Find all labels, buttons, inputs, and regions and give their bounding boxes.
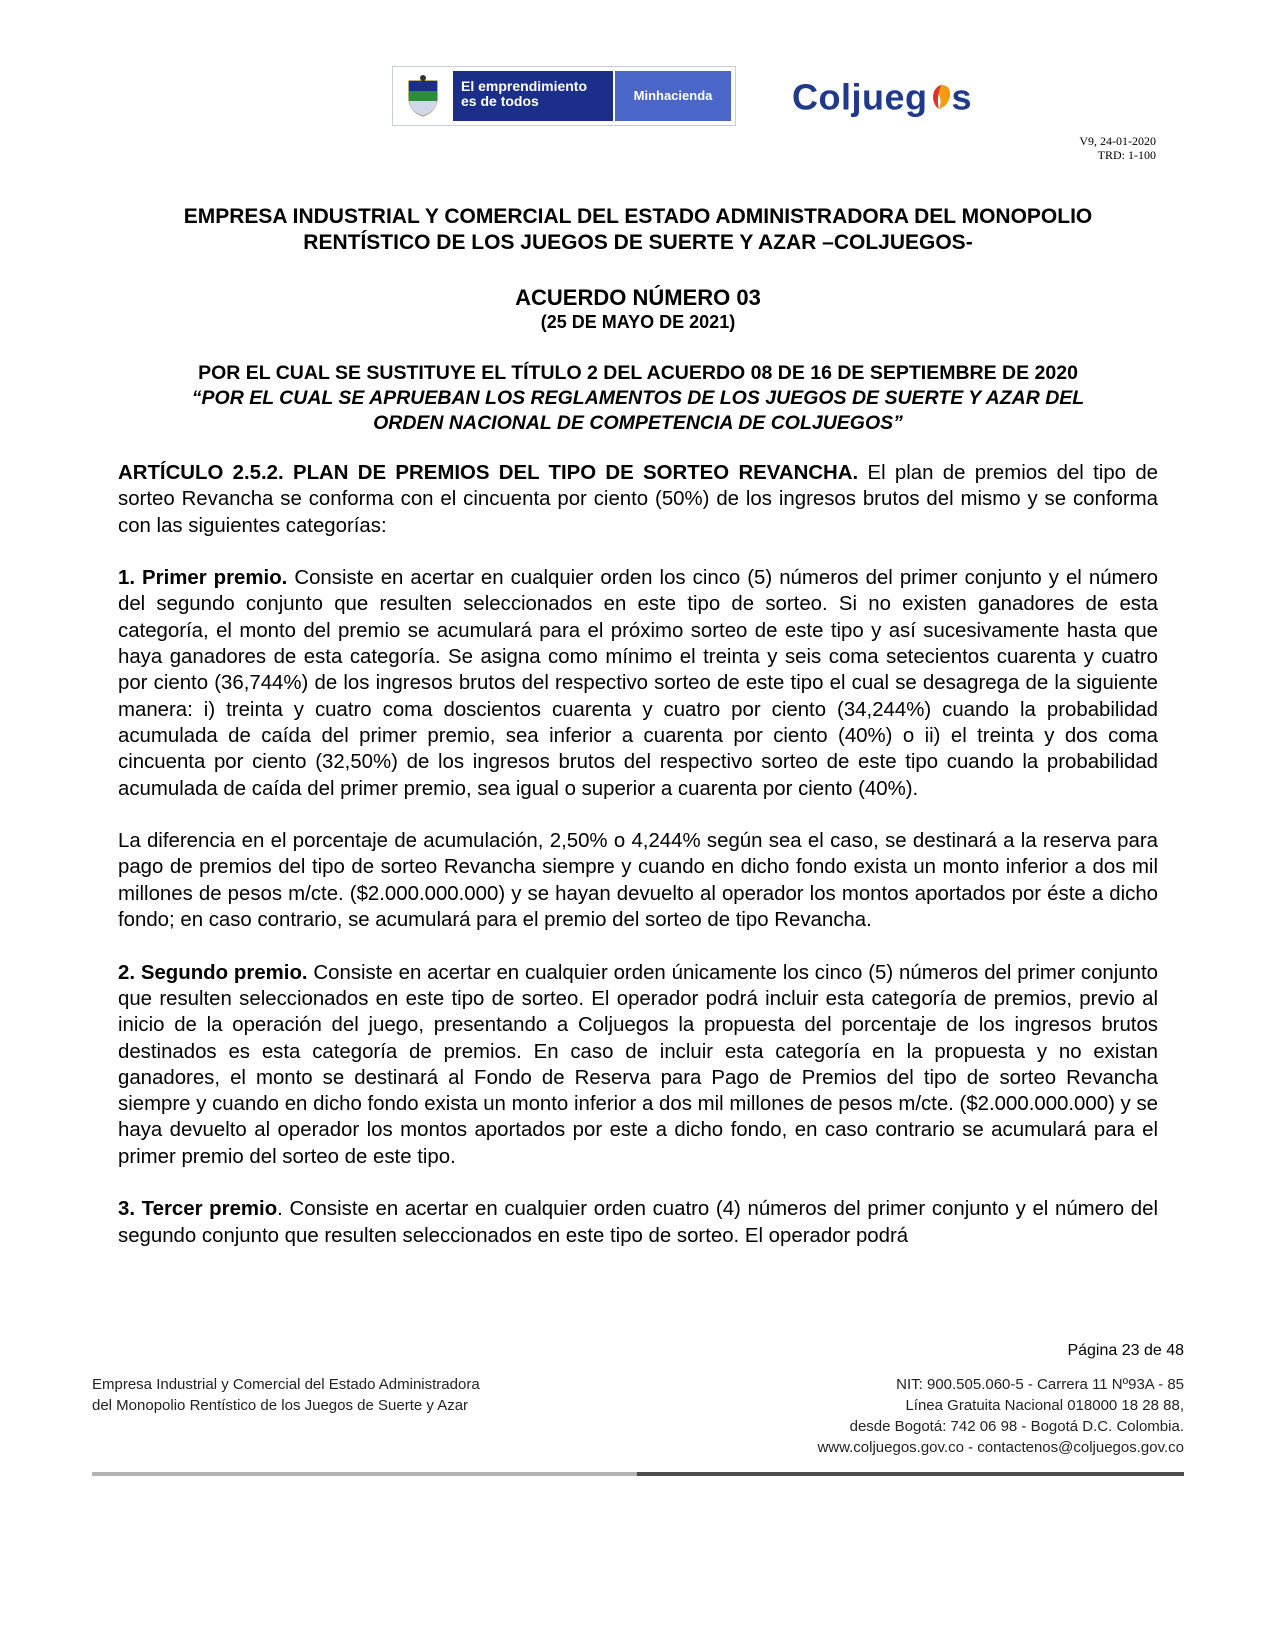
- footer-divider-light: [92, 1472, 637, 1476]
- footer-web-email: www.coljuegos.gov.co - contactenos@coljuegos.gov.co: [817, 1439, 1184, 1456]
- article-heading: ARTÍCULO 2.5.2. PLAN DE PREMIOS DEL TIPO DE SORTEO REVANCHA.: [118, 462, 859, 484]
- coat-of-arms-icon: [405, 75, 441, 117]
- first-prize-text: Consiste en acertar en cualquier orden los cinco (5) números del primer conjunto y el número del segundo conjunto que resulten seleccionados en este tipo de sorteo. Si no existen ganadores de esta categoría, el monto del premio se acumulará para el próximo sorteo de este tipo y así sucesivamente hasta que haya ganadores de esta categoría. Se asigna como mínimo el treinta y seis coma setecientos cuarenta y cuatro por ciento (36,744%) de los ingresos brutos del respectivo sorteo de este tipo el cual se desagrega de la siguiente manera: i) treinta y cuatro coma doscientos cuarenta y cuatro por ciento (34,244%) cuando la probabilidad acumulada de caída del primer premio, sea inferior a cuarenta por ciento (40%) o ii) el treinta y dos coma cincuenta por ciento (32,50%) de los ingresos brutos del respectivo sorteo de este tipo cuando la probabilidad acumulada de caída del primer premio, sea igual o superior a cuarenta por ciento (40%).: [118, 567, 1158, 800]
- footer-divider-dark: [637, 1472, 1184, 1476]
- third-prize-paragraph: [118, 1196, 1158, 1249]
- coljuegos-logo-mark-icon: [929, 82, 953, 112]
- entity-title-line-2: RENTÍSTICO DE LOS JUEGOS DE SUERTE Y AZAR –COLJUEGOS-: [303, 231, 973, 254]
- coljuegos-logo: [792, 74, 972, 118]
- document-version: [1079, 134, 1156, 162]
- subject-line-1: POR EL CUAL SE SUSTITUYE EL TÍTULO 2 DEL ACUERDO 08 DE 16 DE SEPTIEMBRE DE 2020: [198, 362, 1078, 384]
- page-number: Página 23 de 48: [1067, 1342, 1184, 1359]
- subject-line-2: [118, 386, 1158, 411]
- version-line: V9, 24-01-2020: [1079, 134, 1156, 148]
- first-prize-paragraph: [118, 565, 1158, 802]
- slogan-line-2: es de todos: [461, 93, 539, 109]
- second-prize-label: 2. Segundo premio.: [118, 961, 308, 984]
- acuerdo-date: (25 DE MAYO DE 2021): [540, 312, 736, 332]
- brand-text-right: s: [951, 76, 973, 118]
- entity-title: [118, 204, 1158, 256]
- third-prize-label: 3. Tercer premio: [118, 1198, 278, 1221]
- subject-line-2-text: “POR EL CUAL SE APRUEBAN LOS REGLAMENTOS DE LOS JUEGOS DE SUERTE Y AZAR DEL: [191, 387, 1085, 409]
- subject-line-3: [118, 411, 1158, 436]
- subject-line-3-text: ORDEN NACIONAL DE COMPETENCIA DE COLJUEGOS”: [373, 412, 903, 434]
- footer-contact: [817, 1374, 1184, 1458]
- acuerdo-number: ACUERDO NÚMERO 03: [515, 285, 761, 310]
- second-prize-text: Consiste en acertar en cualquier orden únicamente los cinco (5) números del primer conjunto que resulten seleccionados en este tipo de sorteo. El operador podrá incluir esta categoría de premios, previo al inicio de la operación del juego, presentando a Coljuegos la propuesta del porcentaje de los ingresos brutos destinados es esta categoría de premios. En caso de incluir esta categoría en la propuesta y no existan ganadores, el monto se destinará al Fondo de Reserva para Pago de Premios del tipo de sorteo Revancha siempre y cuando en dicho fondo exista un monto inferior a dos mil millones de pesos m/cte. ($2.000.000.000) y se haya devuelto al operador los montos aportados por este a dicho fondo, en caso contrario se acumulará para el primer premio del sorteo de este tipo.: [118, 961, 1158, 1168]
- ministry-label: Minhacienda: [615, 71, 731, 121]
- footer-entity-line-2: del Monopolio Rentístico de los Juegos de Suerte y Azar: [92, 1397, 469, 1414]
- document-body: [118, 460, 1158, 1249]
- acuerdo-subject: [118, 361, 1158, 436]
- article-text: El plan de premios del tipo de sorteo Revancha se conforma con el cincuenta por ciento (50%) de los ingresos brutos del mismo y se conforma con las siguientes categorías:: [118, 462, 1159, 537]
- footer-divider: [92, 1472, 1184, 1476]
- article-paragraph: [118, 460, 1158, 539]
- footer-entity: [92, 1374, 480, 1416]
- second-prize-paragraph: [118, 960, 1158, 1170]
- difference-paragraph: La diferencia en el porcentaje de acumulación, 2,50% o 4,244% según sea el caso, se destinará a la reserva para pago de premios del tipo de sorteo Revancha siempre y cuando en dicho fondo exista un monto inferior a dos mil millones de pesos m/cte. ($2.000.000.000) y se hayan devuelto al operador los montos aportados por éste a dicho fondo; en caso contrario, se acumulará para el premio del sorteo de tipo Revancha.: [118, 830, 1158, 932]
- brand-text-left: Coljueg: [792, 76, 928, 118]
- entity-title-line-1: EMPRESA INDUSTRIAL Y COMERCIAL DEL ESTADO ADMINISTRADORA DEL MONOPOLIO: [183, 205, 1093, 228]
- government-slogan: [453, 71, 613, 121]
- footer-nit: NIT: 900.505.060-5 - Carrera 11 Nº93A - 85: [896, 1376, 1184, 1393]
- footer-entity-line-1: Empresa Industrial y Comercial del Estado Administradora: [92, 1376, 480, 1393]
- footer-hotline: Línea Gratuita Nacional 018000 18 28 88,: [905, 1397, 1184, 1414]
- first-prize-label: 1. Primer premio.: [118, 567, 288, 590]
- government-banner-logo: [392, 66, 736, 126]
- slogan-line-1: El emprendimiento: [461, 78, 588, 94]
- third-prize-text: . Consiste en acertar en cualquier orden cuatro (4) números del primer conjunto y el número del segundo conjunto que resulten seleccionados en este tipo de sorteo. El operador podrá: [118, 1198, 1159, 1247]
- trd-line: TRD: 1-100: [1097, 148, 1156, 162]
- footer-bogota-phone: desde Bogotá: 742 06 98 - Bogotá D.C. Colombia.: [849, 1418, 1184, 1435]
